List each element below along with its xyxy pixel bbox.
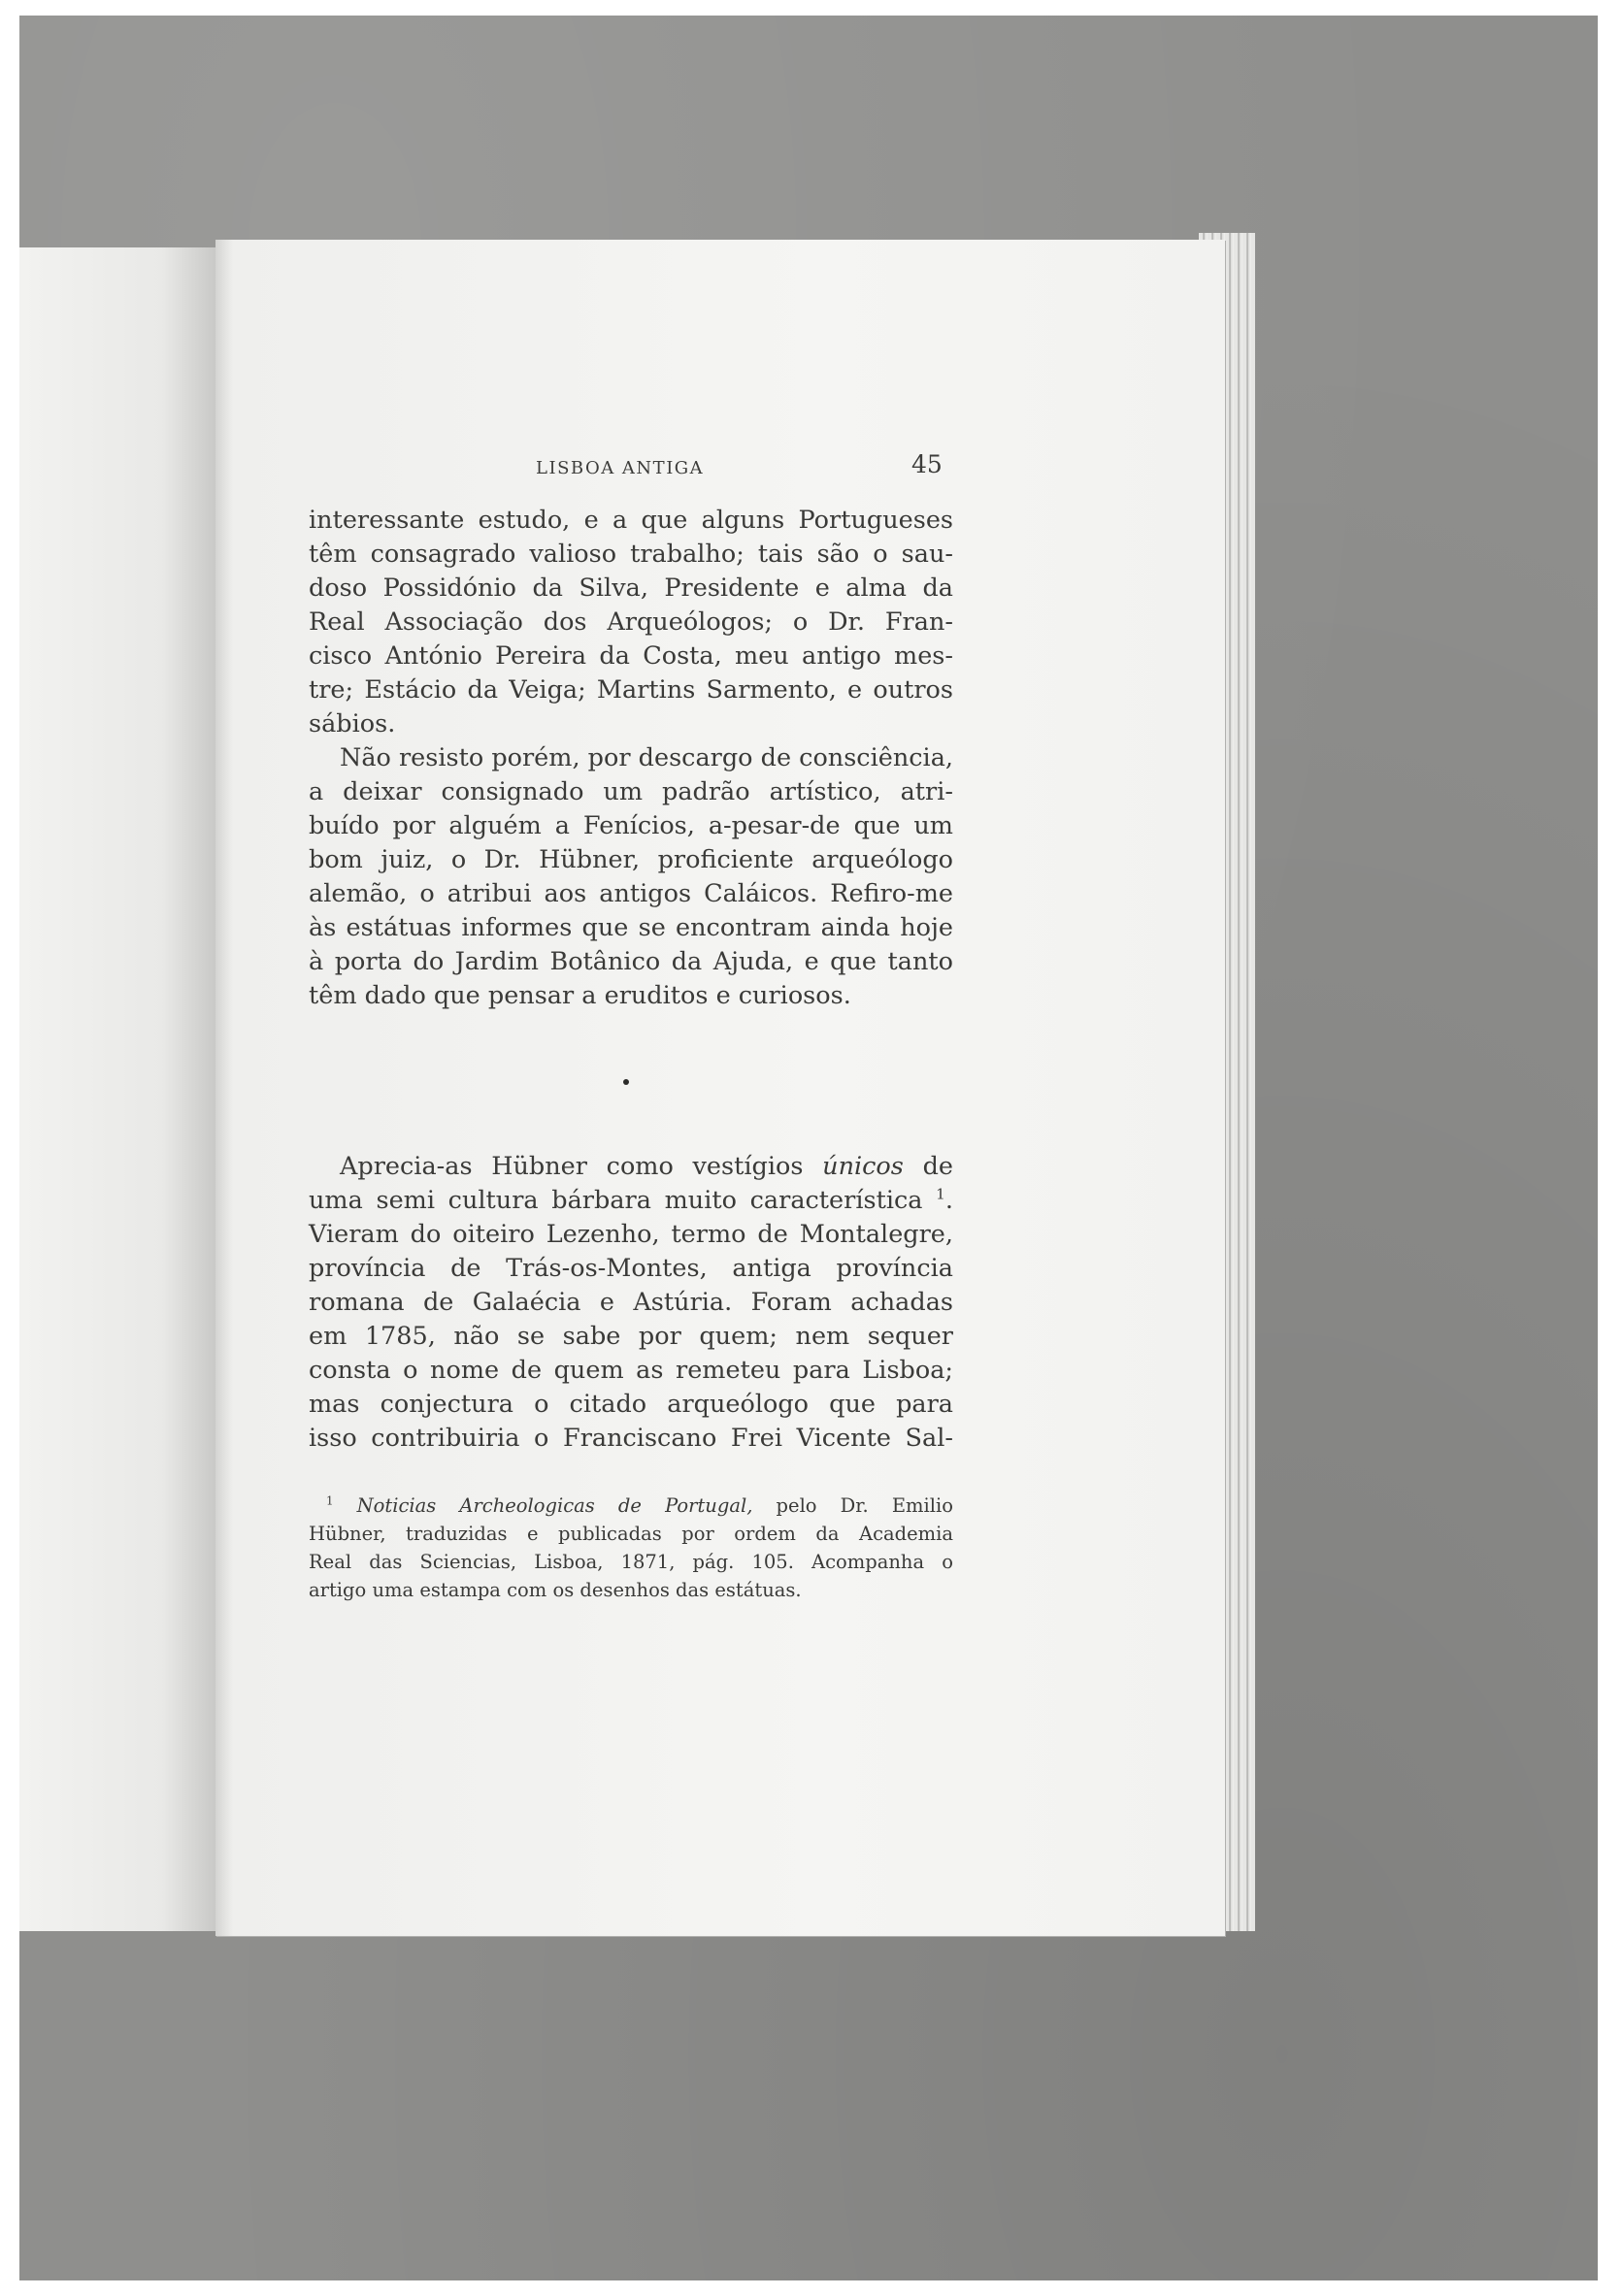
text-line: bom juiz, o Dr. Hübner, proficiente arqueólogo xyxy=(309,845,953,874)
text-line: Vieram do oiteiro Lezenho, termo de Montalegre, xyxy=(309,1220,953,1249)
text-line: consta o nome de quem as remeteu para Lisboa; xyxy=(309,1356,953,1385)
text-line: doso Possidónio da Silva, Presidente e alma da xyxy=(309,574,953,603)
text-line: às estátuas informes que se encontram ainda hoje xyxy=(309,913,953,942)
text-line: sábios. xyxy=(309,709,396,738)
text-line: tre; Estácio da Veiga; Martins Sarmento, e outros xyxy=(309,675,953,705)
text-line: à porta do Jardim Botânico da Ajuda, e que tanto xyxy=(309,947,953,976)
text-line: Aprecia-as Hübner como vestígios únicos de xyxy=(340,1152,953,1181)
body-text-lower xyxy=(309,1150,953,1456)
text-line: uma semi cultura bárbara muito característica $^1$. xyxy=(309,1185,953,1215)
text-line: mas conjectura o citado arqueólogo que para xyxy=(309,1390,953,1419)
text-line: Real Associação dos Arqueólogos; o Dr. Fran- xyxy=(309,607,953,637)
book-page xyxy=(215,240,1225,1936)
text-line: isso contribuiria o Franciscano Frei Vicente Sal- xyxy=(309,1424,953,1453)
footnote-marker: 1 xyxy=(326,1493,334,1508)
footnote-reference: 1 xyxy=(936,1185,945,1203)
italic-word: únicos xyxy=(822,1152,904,1181)
text-line: têm consagrado valioso trabalho; tais são o sau- xyxy=(309,540,953,569)
text-line: buído por alguém a Fenícios, a-pesar-de que um xyxy=(309,811,953,840)
footnote-line: $^1$ Noticias Archeologicas de Portugal, pelo Dr. Emilio xyxy=(326,1493,953,1517)
text-line: alemão, o atribui aos antigos Caláicos. Refiro-me xyxy=(309,879,953,908)
text-line: cisco António Pereira da Costa, meu antigo mes- xyxy=(309,641,953,671)
text-line: Não resisto porém, por descargo de consciência, xyxy=(340,743,953,772)
text-line: interessante estudo, e a que alguns Portugueses xyxy=(309,506,953,535)
text-line: têm dado que pensar a eruditos e curiosos. xyxy=(309,981,851,1010)
text-line: romana de Galaécia e Astúria. Foram achadas xyxy=(309,1288,953,1317)
footnote-line: Real das Sciencias, Lisboa, 1871, pág. 105. Acompanha o xyxy=(309,1551,953,1573)
running-title: LISBOA ANTIGA xyxy=(536,458,705,478)
left-page-blank xyxy=(19,247,223,1931)
page-number: 45 xyxy=(911,450,943,478)
footnote-line: Hübner, traduzidas e publicadas por ordem da Academia xyxy=(309,1523,953,1545)
footnote xyxy=(309,1492,953,1604)
text-line: a deixar consignado um padrão artístico, atri- xyxy=(309,777,953,806)
text-line: província de Trás-os-Montes, antiga província xyxy=(309,1254,953,1283)
footnote-title: Noticias Archeologicas de Portugal, xyxy=(356,1494,753,1517)
section-break-dot xyxy=(623,1079,629,1085)
running-head xyxy=(215,446,1225,485)
body-text-upper xyxy=(309,504,953,1013)
footnote-line: artigo uma estampa com os desenhos das estátuas. xyxy=(309,1579,802,1601)
text-line: em 1785, não se sabe por quem; nem sequer xyxy=(309,1322,953,1351)
